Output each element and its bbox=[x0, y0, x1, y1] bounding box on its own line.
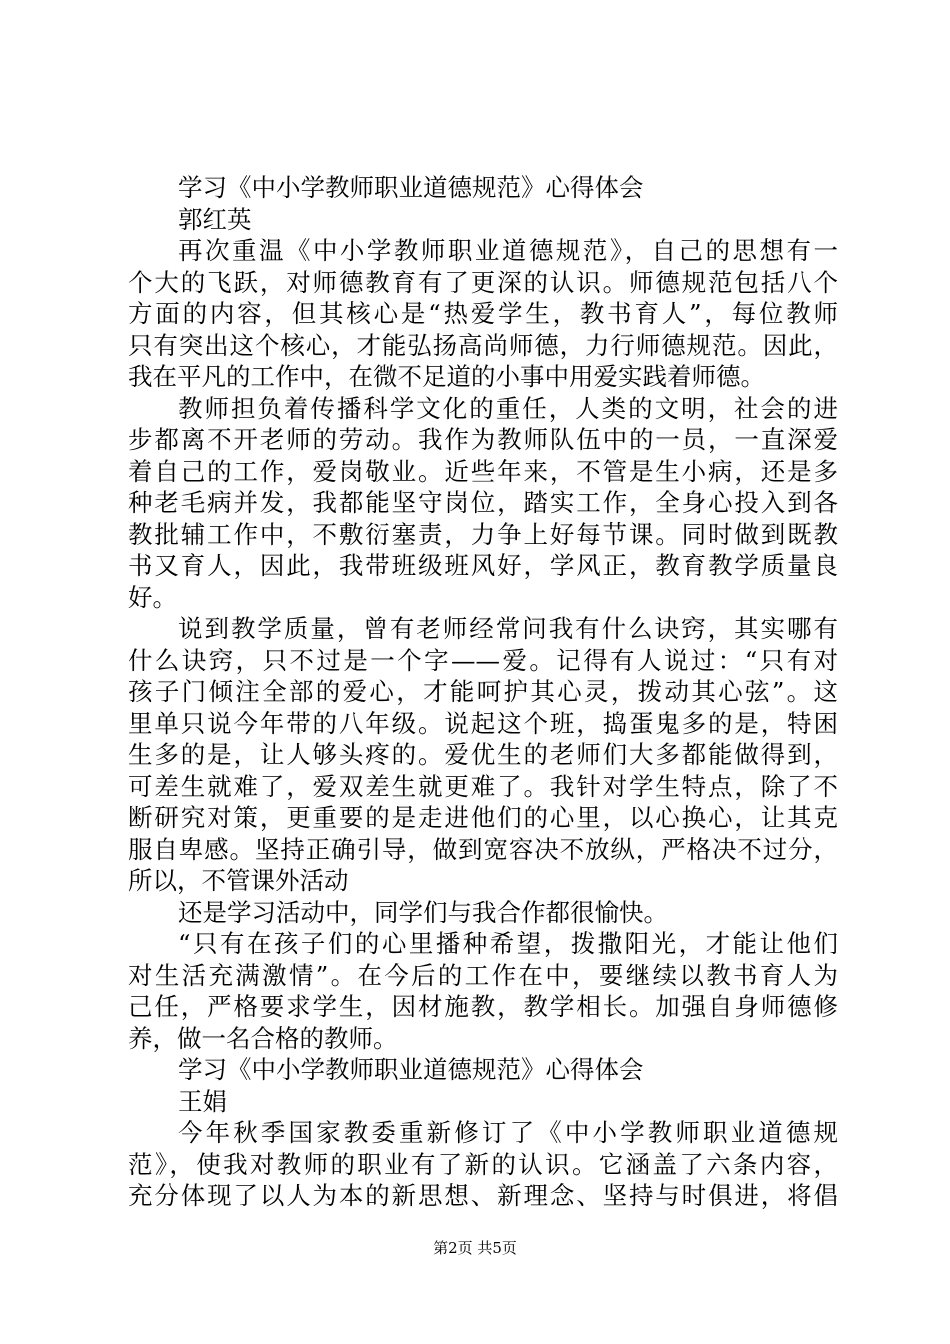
text-line: 我在平凡的工作中，在微不足道的小事中用爱实践着师德。 bbox=[128, 362, 765, 391]
text-line: 只有突出这个核心，才能弘扬高尚师德，力行师德规范。因此， bbox=[128, 330, 838, 360]
text-line: 什么诀窍，只不过是一个字——爱。记得有人说过：“只有对 bbox=[128, 645, 838, 675]
text-line: 说到教学质量，曾有老师经常问我有什么诀窍，其实哪有 bbox=[178, 614, 838, 643]
text-line: 范》，使我对教师的职业有了新的认识。它涵盖了六条内容， bbox=[128, 1149, 838, 1179]
text-line: 书又育人，因此，我带班级班风好，学风正，教育教学质量良 bbox=[128, 551, 838, 580]
text-line: 好。 bbox=[128, 582, 177, 612]
text-line: 个大的飞跃，对师德教育有了更深的认识。师德规范包括八个 bbox=[128, 267, 838, 297]
text-line: 里单只说今年带的八年级。说起这个班，捣蛋鬼多的是，特困 bbox=[128, 708, 838, 738]
text-line: 服自卑感。坚持正确引导，做到宽容决不放纵，严格决不过分， bbox=[128, 834, 838, 864]
document-body bbox=[128, 172, 838, 1212]
text-line: 学习《中小学教师职业道德规范》心得体会 bbox=[178, 173, 644, 202]
page-footer: 第2页 共5页 bbox=[433, 1239, 517, 1257]
text-line: 可差生就难了，爱双差生就更难了。我针对学生特点，除了不 bbox=[128, 771, 838, 801]
text-line: 步都离不开老师的劳动。我作为教师队伍中的一员，一直深爱 bbox=[128, 425, 838, 454]
text-line: 方面的内容，但其核心是“热爱学生，教书育人”，每位教师 bbox=[128, 299, 838, 328]
text-line: 己任，严格要求学生，因材施教，教学相长。加强自身师德修 bbox=[128, 992, 838, 1021]
text-line: 教批辅工作中，不敷衍塞责，力争上好每节课。同时做到既教 bbox=[128, 519, 838, 549]
text-line: 断研究对策，更重要的是走进他们的心里，以心换心，让其克 bbox=[128, 803, 838, 832]
text-line: 再次重温《中小学教师职业道德规范》，自己的思想有一 bbox=[178, 236, 838, 265]
text-line: 充分体现了以人为本的新思想、新理念、坚持与时俱进，将倡 bbox=[128, 1181, 838, 1210]
text-line: “只有在孩子们的心里播种希望，拨撒阳光，才能让他们 bbox=[178, 929, 838, 958]
text-line: 着自己的工作，爱岗敬业。近些年来，不管是生小病，还是多 bbox=[128, 456, 838, 486]
text-line: 生多的是，让人够头疼的。爱优生的老师们大多都能做得到， bbox=[128, 740, 838, 769]
text-line: 学习《中小学教师职业道德规范》心得体会 bbox=[178, 1055, 644, 1084]
text-line: 对生活充满激情”。在今后的工作在中，要继续以教书育人为 bbox=[128, 960, 838, 990]
text-line: 孩子门倾注全部的爱心，才能呵护其心灵，拨动其心弦”。这 bbox=[128, 677, 838, 706]
text-line: 郭红英 bbox=[178, 204, 252, 234]
text-line: 教师担负着传播科学文化的重任，人类的文明，社会的进 bbox=[178, 393, 838, 423]
text-line: 养，做一名合格的教师。 bbox=[128, 1023, 398, 1053]
text-line: 今年秋季国家教委重新修订了《中小学教师职业道德规 bbox=[178, 1118, 838, 1147]
text-line: 还是学习活动中，同学们与我合作都很愉快。 bbox=[178, 897, 668, 927]
text-line: 种老毛病并发，我都能坚守岗位，踏实工作，全身心投入到各 bbox=[128, 488, 838, 517]
text-line: 王娟 bbox=[178, 1086, 227, 1116]
text-line: 所以，不管课外活动 bbox=[128, 866, 349, 895]
